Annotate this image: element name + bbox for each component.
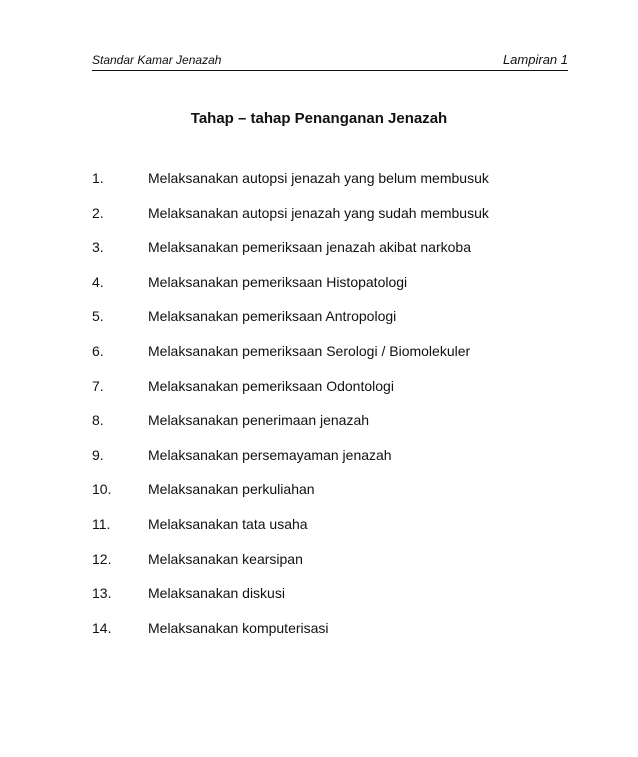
list-item bbox=[0, 203, 638, 238]
item-text: Melaksanakan penerimaan jenazah bbox=[148, 412, 370, 429]
item-text: Melaksanakan kearsipan bbox=[148, 550, 303, 567]
item-text: Melaksanakan pemeriksaan Odontologi bbox=[148, 377, 394, 394]
item-number: 12. bbox=[92, 550, 112, 567]
item-text: Melaksanakan persemayaman jenazah bbox=[148, 446, 392, 463]
list-item bbox=[0, 514, 638, 549]
item-text: Melaksanakan pemeriksaan Serologi / Biomolekuler bbox=[148, 342, 471, 359]
list-item bbox=[0, 272, 638, 307]
item-text: Melaksanakan autopsi jenazah yang sudah membusuk bbox=[148, 204, 489, 221]
page-header bbox=[92, 52, 568, 71]
list-item bbox=[0, 237, 638, 272]
item-text: Melaksanakan perkuliahan bbox=[148, 481, 315, 498]
list-item bbox=[0, 341, 638, 376]
item-number: 11. bbox=[92, 515, 111, 532]
item-number: 1. bbox=[92, 170, 104, 186]
header-appendix-label: Lampiran 1 bbox=[502, 52, 568, 67]
list-item bbox=[0, 376, 638, 411]
item-text: Melaksanakan pemeriksaan Antropologi bbox=[148, 308, 397, 325]
list-item bbox=[0, 306, 638, 341]
page-title: Tahap – tahap Penanganan Jenazah bbox=[190, 110, 448, 127]
list-item bbox=[0, 618, 638, 653]
list-item bbox=[0, 168, 638, 203]
item-number: 5. bbox=[92, 308, 104, 325]
item-text: Melaksanakan pemeriksaan Histopatologi bbox=[148, 273, 408, 290]
item-number: 9. bbox=[92, 446, 104, 463]
item-text: Melaksanakan tata usaha bbox=[148, 515, 308, 532]
item-number: 8. bbox=[92, 412, 104, 429]
item-text: Melaksanakan autopsi jenazah yang belum membusuk bbox=[148, 170, 489, 186]
item-number: 14. bbox=[92, 619, 112, 636]
steps-list bbox=[0, 168, 638, 652]
item-number: 3. bbox=[92, 239, 104, 256]
list-item bbox=[0, 445, 638, 480]
item-text: Melaksanakan pemeriksaan jenazah akibat narkoba bbox=[148, 239, 471, 256]
item-number: 2. bbox=[92, 204, 104, 221]
list-item bbox=[0, 549, 638, 584]
item-number: 7. bbox=[92, 377, 104, 394]
list-item bbox=[0, 583, 638, 618]
item-text: Melaksanakan diskusi bbox=[148, 585, 285, 602]
item-number: 6. bbox=[92, 342, 104, 359]
list-item bbox=[0, 479, 638, 514]
item-number: 4. bbox=[92, 273, 104, 290]
item-number: 13. bbox=[92, 585, 112, 602]
header-document-title: Standar Kamar Jenazah bbox=[92, 53, 222, 67]
list-item bbox=[0, 410, 638, 445]
item-text: Melaksanakan komputerisasi bbox=[148, 619, 329, 636]
item-number: 10. bbox=[92, 481, 112, 498]
